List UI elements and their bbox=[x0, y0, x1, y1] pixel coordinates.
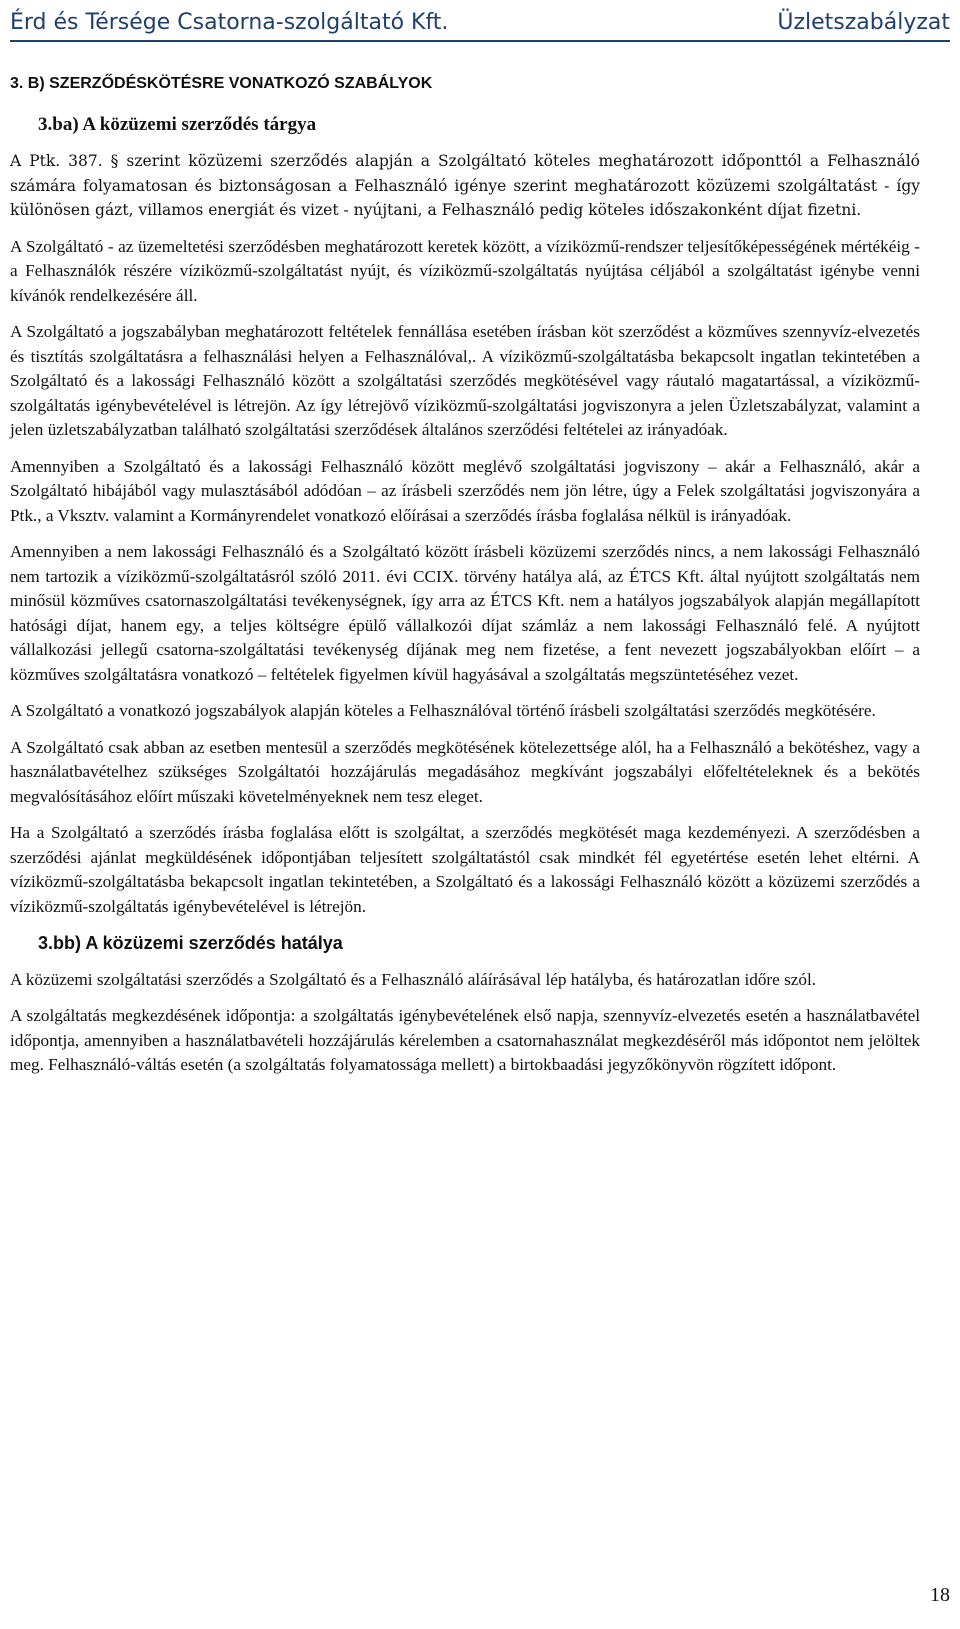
page-number: 18 bbox=[930, 1584, 950, 1606]
header-doc-title: Üzletszabályzat bbox=[777, 9, 950, 35]
subsection-title-ba: 3.ba) A közüzemi szerződés tárgya bbox=[38, 113, 317, 135]
paragraph-2: A Szolgáltató - az üzemeltetési szerződésben meghatározott keretek között, a víziközmű-rendszer teljesítőképességének mértékéig - a Felhasználók részére víziközmű-szolgáltatást nyújt, és víziközmű-szolgáltatás nyújtása céljából a szolgáltatást igénybe venni kívánók rendelkezésére áll. bbox=[10, 236, 920, 305]
paragraph-1: A Ptk. 387. § szerint közüzemi szerződés alapján a Szolgáltató köteles meghatározott időponttól a Felhasználó számára folyamatosan és biztonságosan a Felhasználó igénye szerint meghatározott közüzemi szolgáltatást - így különösen gázt, villamos energiát és vizet - nyújtani, a Felhasználó pedig köteles időszakonként díjat fizetni. bbox=[10, 152, 920, 219]
running-header bbox=[10, 4, 950, 42]
document-body bbox=[10, 72, 920, 1090]
header-company: Érd és Térsége Csatorna-szolgáltató Kft. bbox=[10, 9, 449, 35]
paragraph-6: A Szolgáltató a vonatkozó jogszabályok alapján köteles a Felhasználóval történő írásbeli szolgáltatási szerződés megkötésére. bbox=[10, 701, 876, 720]
paragraph-3: A Szolgáltató a jogszabályban meghatározott feltételek fennállása esetében írásban köt szerződést a közműves szennyvíz-elvezetés és tisztítás szolgáltatásra a felhasználási helyen a Felhasználóval,. A víziközmű-szolgáltatásba bekapcsolt ingatlan tekintetében a Szolgáltató és a lakossági Felhasználó között a szolgáltatási szerződés megkötésével vagy ráutaló magatartással, a víziközmű-szolgáltatás igénybevételével is létrejön. Az így létrejövő víziközmű-szolgáltatási jogviszonyra a jelen Üzletszabályzat, valamint a jelen üzletszabályzatban található szolgáltatási szerződések általános szerződési feltételei az irányadóak. bbox=[10, 322, 920, 439]
paragraph-8: Ha a Szolgáltató a szerződés írásba foglalása előtt is szolgáltat, a szerződés megkötését maga kezdeményezi. A szerződésben a szerződési ajánlat megküldésének időpontjában teljesített szolgáltatástól csak mindkét fél egyetértése esetén lehet eltérni. A víziközmű-szolgáltatásba bekapcsolt ingatlan tekintetében, a Szolgáltató és a lakossági Felhasználó között a közüzemi szerződés a víziközmű-szolgáltatás igénybevételével is létrejön. bbox=[10, 823, 920, 916]
paragraph-5: Amennyiben a nem lakossági Felhasználó és a Szolgáltató között írásbeli közüzemi szerződés nincs, a nem lakossági Felhasználó nem tartozik a víziközmű-szolgáltatásról szóló 2011. évi CCIX. törvény hatálya alá, az ÉTCS Kft. által nyújtott szolgáltatás nem minősül közműves csatornaszolgáltatási tevékenységnek, így arra az ÉTCS Kft. nem a hatályos jogszabályok alapján megállapított hatósági díjat, hanem egy, a teljes költségre épülő vállalkozói díjat számláz a nem lakossági Felhasználó felé. A nyújtott vállalkozási jellegű csatorna-szolgáltatási tevékenység díjának meg nem fizetése, a fent nevezett jogszabályokban előírt – a közműves szolgáltatásra vonatkozó – feltételek figyelmen kívül hagyásával a szolgáltatás megszüntetéséhez vezet. bbox=[10, 542, 920, 684]
paragraph-7: A Szolgáltató csak abban az esetben mentesül a szerződés megkötésének kötelezettsége alól, ha a Felhasználó a bekötéshez, vagy a használatbavételhez szükséges Szolgáltatói hozzájárulás megadásához megkívánt jogszabályi előfeltételeknek és a bekötés megvalósításához előírt műszaki követelményeknek nem tesz eleget. bbox=[10, 737, 920, 806]
paragraph-10: A szolgáltatás megkezdésének időpontja: a szolgáltatás igénybevételének első napja, szennyvíz-elvezetés esetén a használatbavétel időpontja, amennyiben a használatbavételi hozzájárulás kérelemben a csatornahasználat megkezdéséről más időpontot nem jelöltek meg. Felhasználó-váltás esetén (a szolgáltatás folyamatossága mellett) a birtokbaadási jegyzőkönyvön rögzített időpont. bbox=[10, 1006, 920, 1074]
paragraph-4: Amennyiben a Szolgáltató és a lakossági Felhasználó között meglévő szolgáltatási jogviszony – akár a Felhasználó, akár a Szolgáltató hibájából vagy mulasztásából adódóan – az írásbeli szerződés nem jön létre, úgy a Felek szolgáltatási jogviszonyára a Ptk., a Vksztv. valamint a Kormányrendelet vonatkozó előírásai a szerződés írásba foglalása nélkül is irányadóak. bbox=[10, 456, 920, 525]
section-title: 3. B) SZERZŐDÉSKÖTÉSRE VONATKOZÓ SZABÁLYOK bbox=[10, 75, 433, 92]
paragraph-9: A közüzemi szolgáltatási szerződés a Szolgáltató és a Felhasználó aláírásával lép hatályba, és határozatlan időre szól. bbox=[10, 969, 817, 989]
subsection-title-bb: 3.bb) A közüzemi szerződés hatálya bbox=[38, 933, 343, 953]
